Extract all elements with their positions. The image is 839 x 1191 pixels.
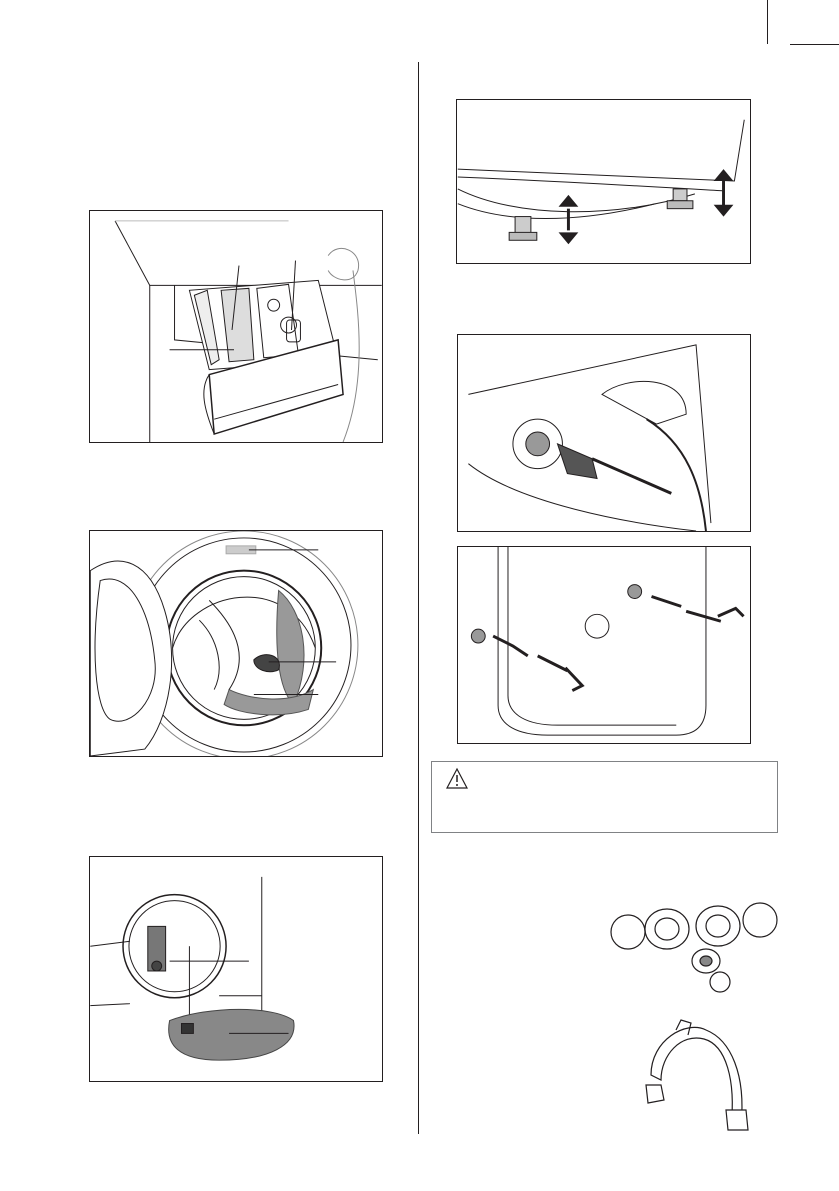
leveling-feet-illustration — [457, 100, 750, 263]
column-divider — [418, 62, 419, 1134]
warning-box — [431, 761, 778, 833]
plastic-caps-icon — [608, 896, 778, 996]
figure-transit-bolt-removal — [457, 546, 751, 744]
figure-door-drum — [89, 530, 383, 757]
figure-leveling-feet — [456, 99, 751, 264]
warning-triangle-icon — [446, 767, 468, 791]
dispenser-drawer-illustration — [90, 211, 382, 442]
door-disassembly-illustration — [90, 857, 382, 1081]
hose-holder-icon — [636, 1015, 754, 1133]
figure-door-disassembly — [89, 856, 383, 1082]
transit-bolt-illustration — [458, 335, 750, 531]
figure-transit-bolt — [457, 334, 751, 532]
transit-bolt-removal-illustration — [458, 547, 750, 743]
figure-dispenser-drawer — [89, 210, 383, 443]
door-drum-illustration — [90, 531, 382, 756]
